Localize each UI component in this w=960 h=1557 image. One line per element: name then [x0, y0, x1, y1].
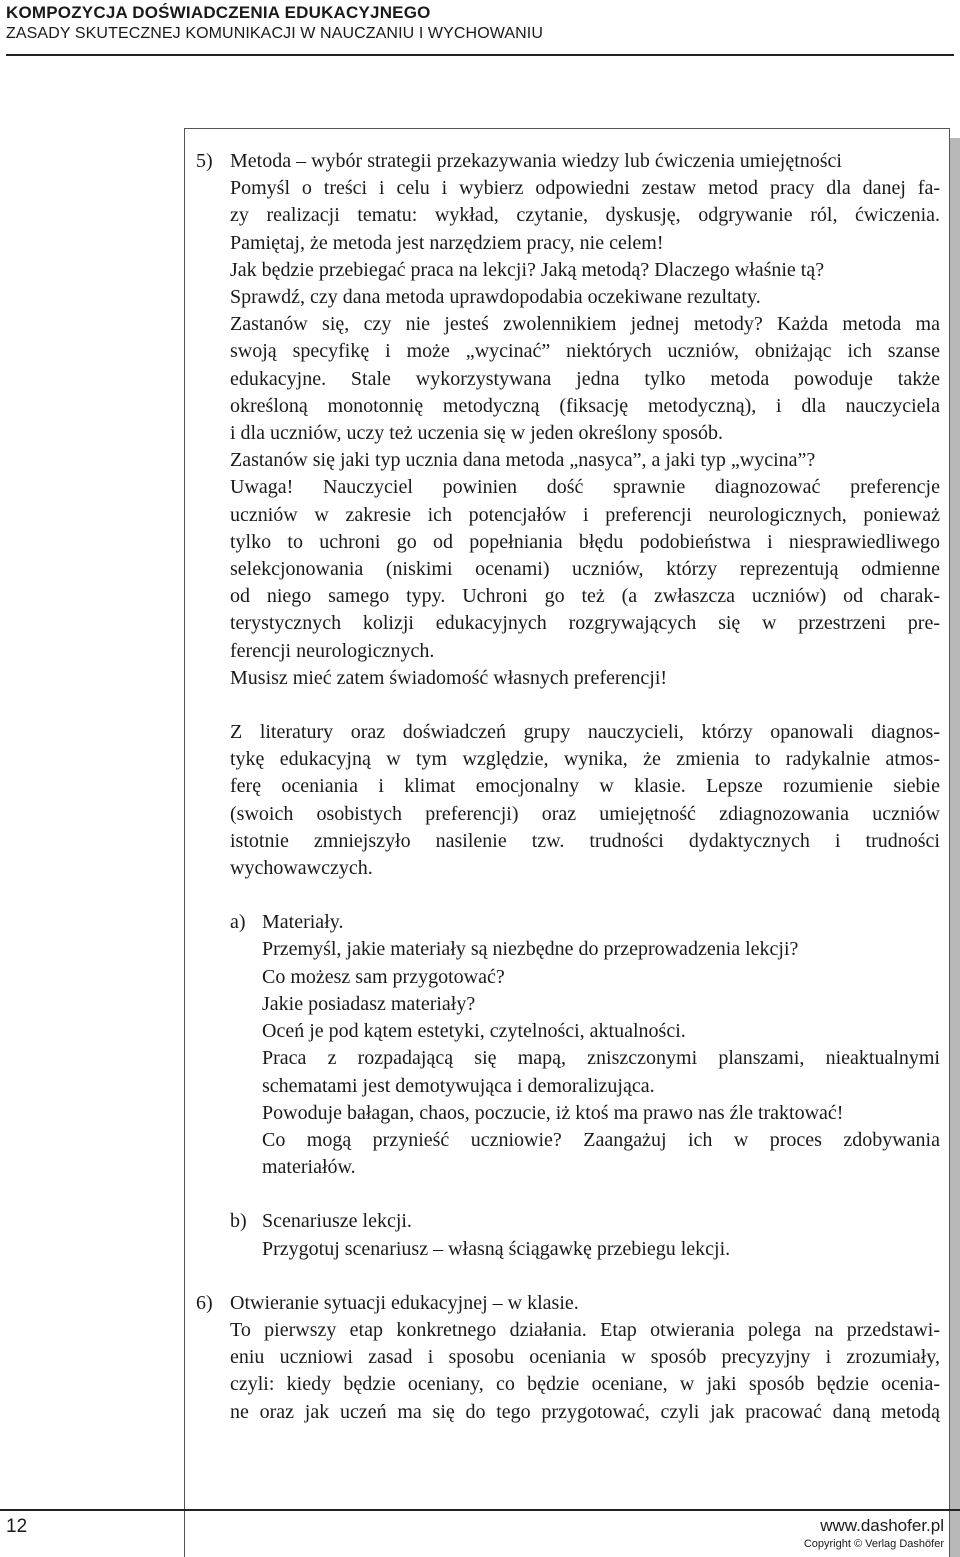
- text-line: uczniów w zakresie ich potencjałów i preferencji neurologicznych, ponieważ: [230, 503, 940, 526]
- header-title: KOMPOZYCJA DOŚWIADCZENIA EDUKACYJNEGO: [6, 3, 431, 22]
- text-line: tylko to uchroni go od popełniania błędu podobieństwa i niesprawiedliwego: [230, 530, 940, 553]
- text-line: Jak będzie przebiegać praca na lekcji? Jaką metodą? Dlaczego właśnie tą?: [230, 258, 825, 281]
- text-line: wychowawczych.: [230, 857, 373, 880]
- subitem-heading: Materiały.: [262, 911, 344, 934]
- text-line: ne oraz jak uczeń ma się do tego przygotować, czyli jak pracować daną metodą: [230, 1400, 940, 1423]
- text-line: (swoich osobistych preferencji) oraz umiejętność zdiagnozowania uczniów: [230, 802, 940, 825]
- subitem-label: b): [230, 1210, 247, 1233]
- copyright: Copyright © Verlag Dashöfer: [803, 1538, 944, 1550]
- text-line: Powoduje bałagan, chaos, poczucie, iż ktoś ma prawo nas źle traktować!: [262, 1101, 844, 1124]
- text-line: istotnie zmniejszyło nasilenie tzw. trudności dydaktycznych i trudności: [230, 829, 940, 852]
- text-line: ferę oceniania i klimat emocjonalny w klasie. Lepsze rozumienie siebie: [230, 775, 940, 798]
- text-line: Pamiętaj, że metoda jest narzędziem pracy, nie celem!: [230, 231, 664, 254]
- text-line: czyli: kiedy będzie oceniany, co będzie oceniane, w jaki sposób będzie ocenia-: [230, 1373, 940, 1396]
- text-line: określoną monotonnię metodyczną (fiksację metodyczną), i dla nauczyciela: [230, 394, 940, 417]
- footer-rule: [0, 1509, 960, 1511]
- text-line: Co możesz sam przygotować?: [262, 965, 505, 988]
- text-line: zy realizacji tematu: wykład, czytanie, dyskusję, odgrywanie ról, ćwiczenia.: [230, 204, 940, 227]
- text-line: Przygotuj scenariusz – własną ściągawkę przebiegu lekcji.: [262, 1237, 731, 1260]
- text-line: Praca z rozpadającą się mapą, zniszczonymi planszami, nieaktualnymi: [262, 1047, 940, 1070]
- text-line: Zastanów się jaki typ ucznia dana metoda „nasyca”, a jaki typ „wycina”?: [230, 449, 816, 472]
- item-number: 5): [196, 150, 213, 172]
- item-number: 6): [196, 1291, 213, 1314]
- text-line: Uwaga! Nauczyciel powinien dość sprawnie diagnozować preferencje: [230, 476, 940, 499]
- item-heading: Metoda – wybór strategii przekazywania wiedzy lub ćwiczenia umiejętności: [230, 150, 842, 172]
- text-line: Przemyśl, jakie materiały są niezbędne do przeprowadzenia lekcji?: [262, 938, 799, 961]
- text-line: Sprawdź, czy dana metoda uprawdopodabia oczekiwane rezultaty.: [230, 286, 761, 309]
- text-line: Jakie posiadasz materiały?: [262, 992, 476, 1015]
- text-line: materiałów.: [262, 1156, 356, 1179]
- text-line: Co mogą przynieść uczniowie? Zaangażuj ich w proces zdobywania: [262, 1128, 940, 1151]
- text-line: terystycznych kolizji edukacyjnych rozgrywających się w przestrzeni pre-: [230, 612, 940, 635]
- text-line: swoją specyfikę i może „wycinać” niektórych uczniów, obniżając ich szanse: [230, 340, 940, 363]
- item-6: [196, 1290, 940, 1426]
- content: [196, 148, 940, 1426]
- text-line: schematami jest demotywująca i demoralizująca.: [262, 1074, 655, 1097]
- item-5: [196, 148, 940, 909]
- text-line: Z literatury oraz doświadczeń grupy nauczycieli, którzy opanowali diagnos-: [230, 721, 940, 744]
- text-line: od niego samego typy. Uchroni go też (a zwłaszcza uczniów) od charak-: [230, 585, 940, 608]
- text-line: To pierwszy etap konkretnego działania. Etap otwierania polega na przedstawi-: [230, 1318, 940, 1341]
- subitem-heading: Scenariusze lekcji.: [262, 1210, 412, 1233]
- text-line: edukacyjne. Stale wykorzystywana jedna tylko metoda powoduje także: [230, 367, 940, 390]
- page-number: 12: [6, 1516, 28, 1537]
- header-rule: [6, 54, 954, 56]
- text-line: Musisz mieć zatem świadomość własnych preferencji!: [230, 666, 668, 689]
- text-line: i dla uczniów, uczy też uczenia się w jeden określony sposób.: [230, 422, 723, 445]
- text-line: Pomyśl o treści i celu i wybierz odpowiedni zestaw metod pracy dla danej fa-: [230, 177, 940, 200]
- text-line: ferencji neurologicznych.: [230, 639, 435, 662]
- subitem-b: [230, 1208, 940, 1262]
- text-line: Zastanów się, czy nie jesteś zwolennikiem jednej metody? Każda metoda ma: [230, 313, 940, 336]
- subitem-a: [230, 909, 940, 1181]
- text-line: tykę edukacyjną w tym względzie, wynika, że zmienia to radykalnie atmos-: [230, 748, 940, 771]
- subitem-label: a): [230, 911, 246, 934]
- text-line: selekcjonowania (niskimi ocenami) uczniów, którzy reprezentują odmienne: [230, 558, 940, 581]
- text-line: Oceń je pod kątem estetyki, czytelności, aktualności.: [262, 1020, 686, 1043]
- item-heading: Otwieranie sytuacji edukacyjnej – w klasie.: [230, 1291, 579, 1314]
- website-link[interactable]: www.dashofer.pl: [820, 1516, 944, 1535]
- page-header: [6, 2, 954, 44]
- text-line: eniu uczniowi zasad i sposobu oceniania w sposób precyzyjny i zrozumiały,: [230, 1346, 940, 1369]
- header-subtitle: ZASADY SKUTECZNEJ KOMUNIKACJI W NAUCZANIU I WYCHOWANIU: [6, 25, 543, 42]
